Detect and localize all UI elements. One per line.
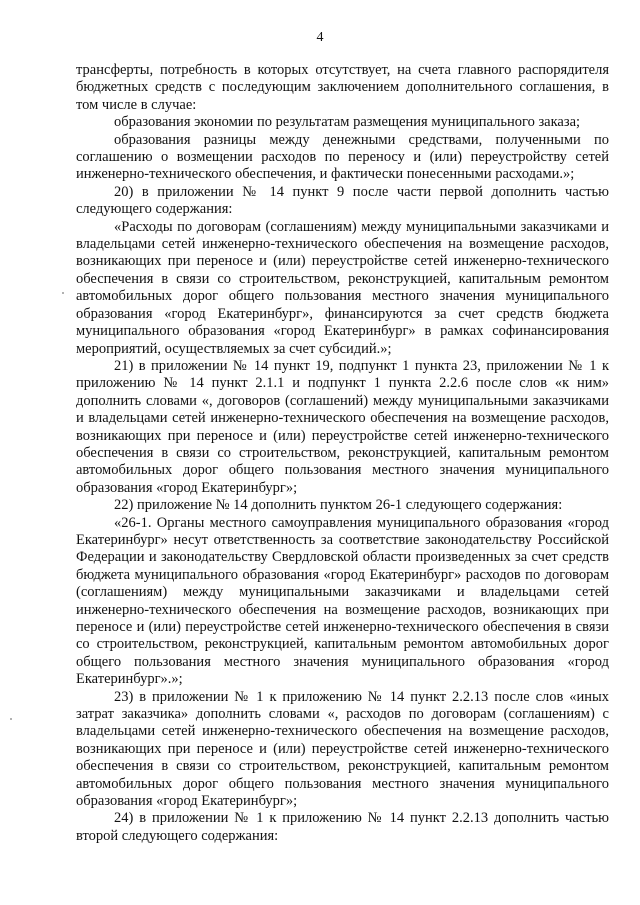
paragraph: «26-1. Органы местного самоуправления муниципального образования «город Екатеринбург» несут ответственность за соответствие законодательству Российской Федерации и законодательству Свердловской области произведенных за счет средств бюджета муниципального образования «город Екатеринбург» расходов по договорам (соглашениям) между муниципальными заказчиками и владельцами сетей инженерно-технического обеспечения на возмещение расходов, возникающих при переносе и (или) переустройстве сетей инженерно-технического обеспечения в связи со строительством, реконструкцией, капитальным ремонтом автомобильных дорог общего пользования местного значения муниципального образования «город Екатеринбург».»;	[76, 514, 609, 688]
paragraph: образования экономии по результатам размещения муниципального заказа;	[114, 114, 581, 131]
paragraph: 20) в приложении № 14 пункт 9 после части первой дополнить частью следующего содержания:	[76, 183, 609, 218]
paragraph: 24) в приложении № 1 к приложению № 14 пункт 2.2.13 дополнить частью второй следующего содержания:	[76, 810, 609, 844]
paragraph: трансферты, потребность в которых отсутствует, на счета главного распорядителя бюджетных средств с последующим заключением дополнительного соглашения, в том числе в случае:	[76, 62, 609, 113]
paragraph: образования разницы между денежными средствами, полученными по соглашению о возмещении расходов по переносу и (или) переустройству сетей инженерно-технического обеспечения, и фактически понесенными расходами.»;	[76, 131, 609, 183]
paragraph: 23) в приложении № 1 к приложению № 14 пункт 2.2.13 после слов «иных затрат заказчика» дополнить словами «, расходов по договорам (соглашениям) с владельцами сетей инженерно-технического обеспечения на возмещение расходов, возникающих при переносе и (или) переустройстве сетей инженерно-технического обеспечения в связи со строительством, реконструкцией, капитальным ремонтом автомобильных дорог общего пользования местного значения муниципального образования «город Екатеринбург»;	[76, 688, 609, 810]
paragraph: «Расходы по договорам (соглашениям) между муниципальными заказчиками и владельцами сетей инженерно-технического обеспечения на возмещение расходов, возникающих при переносе и (или) переустройстве сетей инженерно-технического обеспечения в связи со строительством, реконструкцией, капитальным ремонтом автомобильных дорог общего пользования местного значения муниципального образования «город Екатеринбург», финансируются за счет средств бюджета муниципального образования «город Екатеринбург» в рамках софинансирования мероприятий, осуществляемых за счет субсидий.»;	[76, 218, 609, 357]
paragraph: 21) в приложении № 14 пункт 19, подпункт 1 пункта 23, приложении № 1 к приложению № 14 пункт 2.1.1 и подпункт 1 пункта 2.2.6 после слов «к ним» дополнить словами «, договоров (соглашений) между муниципальными заказчиками и владельцами сетей инженерно-технического обеспечения на возмещение расходов, возникающих при переносе и (или) переустройстве сетей инженерно-технического обеспечения в связи со строительством, реконструкцией, капитальным ремонтом автомобильных дорог общего пользования местного значения муниципального образования «город Екатеринбург»;	[76, 357, 609, 496]
scan-speck	[10, 718, 12, 720]
paragraph: 22) приложение № 14 дополнить пунктом 26-1 следующего содержания:	[114, 497, 563, 514]
scan-speck	[62, 292, 64, 294]
document-body	[76, 62, 609, 845]
page-number: 4	[316, 30, 324, 45]
